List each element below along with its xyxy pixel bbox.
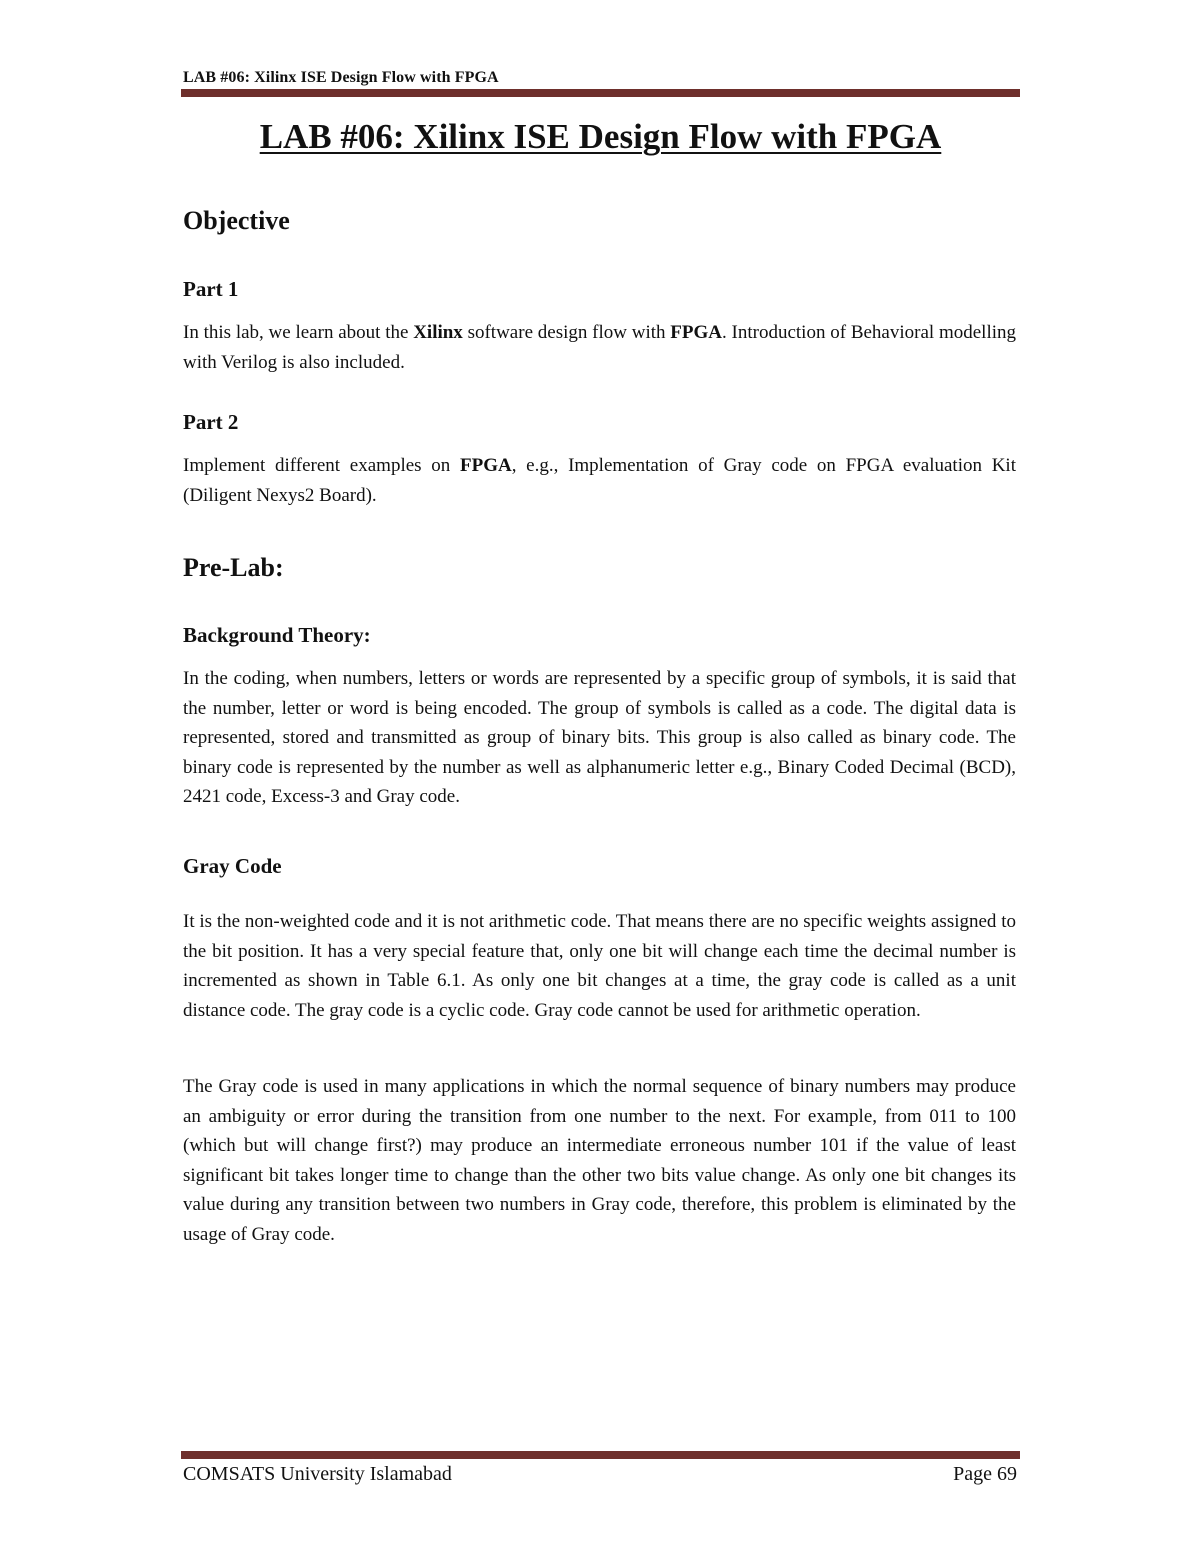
part2-heading: Part 2 [183, 410, 239, 434]
gray-code-paragraph-1: It is the non-weighted code and it is not arithmetic code. That means there are no specific weights assigned to the bit position. It has a very special feature that, only one bit will change each time the decimal number is incremented as shown in Table 6.1. As only one bit changes at a time, the gray code is called as a unit distance code. The gray code is a cyclic code. Gray code cannot be used for arithmetic operation. [183, 911, 1016, 1021]
running-header: LAB #06: Xilinx ISE Design Flow with FPGA [183, 69, 499, 86]
part1-text-c: . Introduction of Behavioral modelling with Verilog is also included. [183, 322, 1016, 373]
part1-heading: Part 1 [183, 277, 239, 301]
part2-text-a: Implement different examples on [183, 455, 460, 476]
part1-bold-fpga: FPGA [670, 322, 723, 343]
part2-paragraph [183, 451, 1016, 510]
background-theory-heading: Background Theory: [183, 623, 371, 647]
objective-heading: Objective [183, 206, 290, 235]
page-title: LAB #06: Xilinx ISE Design Flow with FPGA [259, 117, 942, 156]
part1-text-a: In this lab, we learn about the [183, 322, 414, 343]
gray-code-paragraph-2: The Gray code is used in many applications in which the normal sequence of binary numbers may produce an ambiguity or error during the transition from one number to the next. For example, from 011 to 100 (which but will change first?) may produce an intermediate erroneous number 101 if the value of least significant bit takes longer time to change than the other two bits value change. As only one bit changes its value during any transition between two numbers in Gray code, therefore, this problem is eliminated by the usage of Gray code. [183, 1076, 1016, 1245]
part2-text-b: , e.g., Implementation of Gray code on FPGA evaluation Kit (Diligent Nexys2 Board). [183, 455, 1016, 506]
footer-institution: COMSATS University Islamabad [183, 1463, 452, 1485]
part1-paragraph [183, 318, 1016, 377]
part1-text-b: software design flow with [462, 322, 671, 343]
part1-bold-xilinx: Xilinx [413, 322, 463, 343]
gray-code-heading: Gray Code [183, 854, 282, 878]
prelab-heading: Pre-Lab: [183, 553, 284, 582]
background-theory-paragraph: In the coding, when numbers, letters or words are represented by a specific group of symbols, it is said that the number, letter or word is being encoded. The group of symbols is called as a code. The digital data is represented, stored and transmitted as group of binary bits. This group is also called as binary code. The binary code is represented by the number as well as alphanumeric letter e.g., Binary Coded Decimal (BCD), 2421 code, Excess-3 and Gray code. [183, 668, 1016, 807]
footer-page-number: Page 69 [953, 1463, 1017, 1485]
header-rule [181, 89, 1020, 97]
footer-rule [181, 1451, 1020, 1459]
part2-bold-fpga: FPGA [459, 455, 512, 476]
